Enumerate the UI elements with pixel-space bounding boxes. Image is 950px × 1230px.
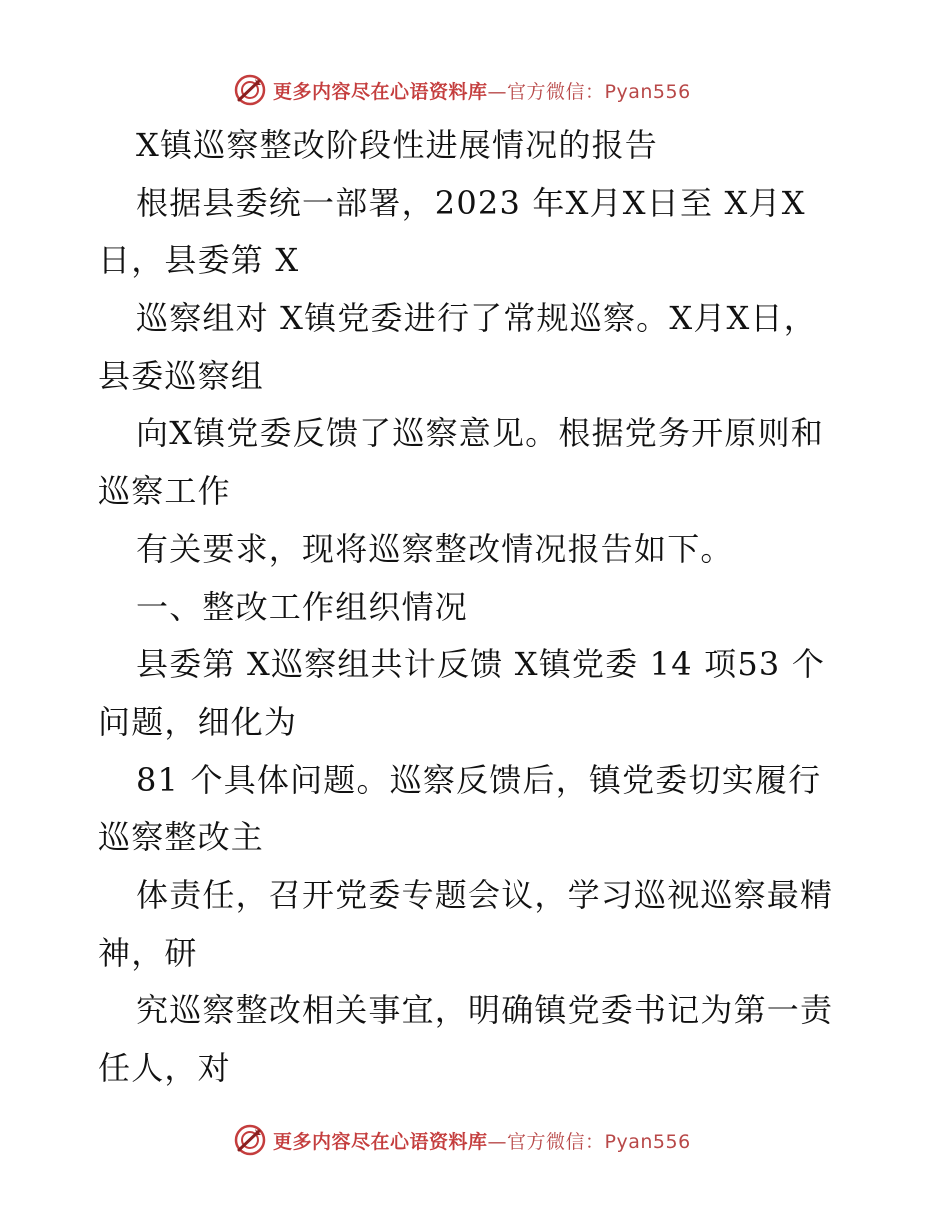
paragraph-line: 神，研 <box>98 933 198 972</box>
paragraph-line: 体责任，召开党委专题会议，学习巡视巡察最精 <box>136 875 834 914</box>
watermark-prefix: 更多内容尽在心语资料库 <box>273 1130 488 1153</box>
paragraph-line: 任人，对 <box>98 1049 231 1087</box>
red-circular-logo-icon <box>233 73 267 107</box>
paragraph-line: 根据县委统一部署，2023 年X月X日至 X月X <box>136 183 806 222</box>
watermark-text <box>273 1127 691 1154</box>
document-title: X镇巡察整改阶段性进展情况的报告 <box>136 126 658 164</box>
paragraph-line: 县委巡察组 <box>98 356 265 395</box>
document-body <box>98 117 868 1098</box>
header-watermark <box>233 70 691 110</box>
red-circular-logo-icon <box>233 1123 267 1157</box>
paragraph-line: 81 个具体问题。巡察反馈后，镇党委切实履行 <box>136 760 822 799</box>
watermark-prefix: 更多内容尽在心语资料库 <box>273 80 488 103</box>
section-heading: 一、整改工作组织情况 <box>136 587 469 626</box>
paragraph-line: 日，县委第 X <box>98 241 300 280</box>
paragraph-line: 巡察组对 X镇党委进行了常规巡察。X月X日， <box>136 299 817 338</box>
paragraph-line: 向X镇党委反馈了巡察意见。根据党务开原则和 <box>136 414 824 453</box>
watermark-text <box>273 77 691 104</box>
paragraph-line: 县委第 X巡察组共计反馈 X镇党委 14 项53 个 <box>136 645 826 684</box>
watermark-suffix: —官方微信：Pyan556 <box>487 80 691 103</box>
paragraph-line: 巡察工作 <box>98 472 231 511</box>
paragraph-line: 有关要求，现将巡察整改情况报告如下。 <box>136 529 734 568</box>
paragraph-line: 究巡察整改相关事宜，明确镇党委书记为第一责 <box>136 991 834 1030</box>
footer-watermark <box>233 1120 691 1160</box>
watermark-suffix: —官方微信：Pyan556 <box>487 1130 691 1153</box>
paragraph-line: 巡察整改主 <box>98 818 265 857</box>
paragraph-line: 问题，细化为 <box>98 702 298 741</box>
